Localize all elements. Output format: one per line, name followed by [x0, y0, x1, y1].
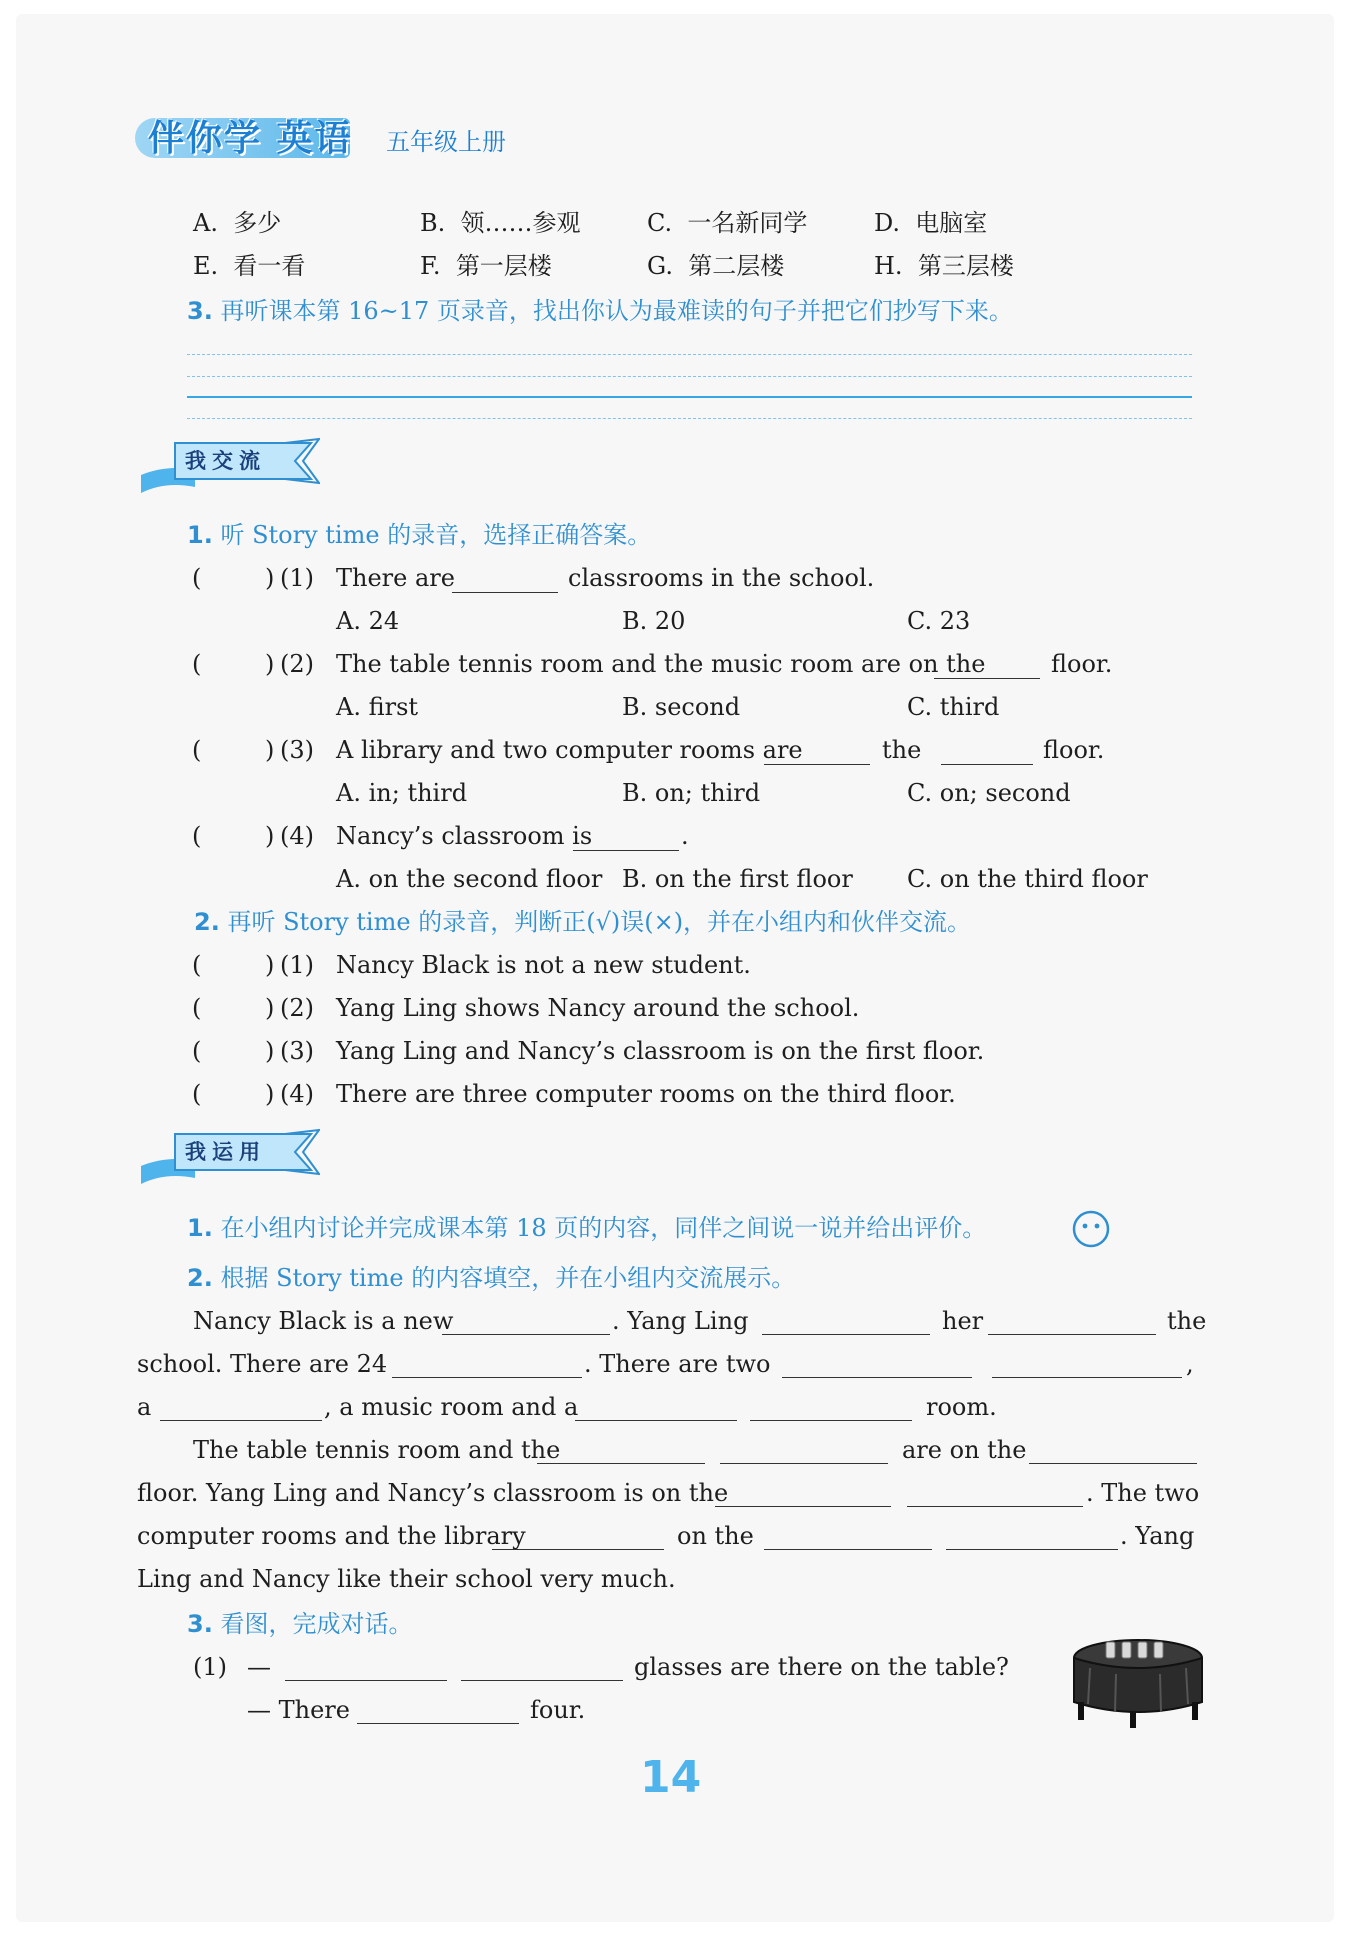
vocab-option: A. 多少 [193, 209, 282, 237]
writing-line-guide [187, 354, 1192, 355]
cloze-text: . Yang Ling [612, 1307, 749, 1335]
vocab-option: C. 一名新同学 [647, 209, 808, 237]
writing-line-guide [187, 418, 1192, 419]
vocab-option: B. 领……参观 [420, 209, 581, 237]
cloze-text: school. There are 24 [137, 1350, 388, 1378]
apply-q2-instruction: 2. 根据 Story time 的内容填空，并在小组内交流展示。 [187, 1264, 796, 1292]
answer-paren-close: ) [265, 994, 275, 1022]
question-number: (1) [280, 951, 314, 979]
cloze-blank[interactable] [946, 1549, 1118, 1550]
cloze-blank[interactable] [907, 1506, 1083, 1507]
cloze-text: floor. Yang Ling and Nancy’s classroom is on the [137, 1479, 729, 1507]
question-text: . [681, 822, 689, 850]
dialog-blank[interactable] [357, 1723, 519, 1724]
book-title: 伴你学 英语 [148, 118, 353, 159]
cloze-text: , a music room and a [324, 1393, 579, 1421]
option-a: A. first [336, 693, 419, 721]
dialog-blank[interactable] [285, 1680, 447, 1681]
question-text: classrooms in the school. [568, 564, 875, 592]
cloze-text: on the [677, 1522, 754, 1550]
answer-paren-open[interactable]: ( [192, 822, 202, 850]
answer-paren-open[interactable]: ( [192, 650, 202, 678]
option-c: C. 23 [907, 607, 971, 635]
task3-instruction: 3. 再听课本第 16~17 页录音，找出你认为最难读的句子并把它们抄写下来。 [187, 297, 1013, 325]
cloze-text: computer rooms and the library [137, 1522, 526, 1550]
dialog-text: glasses are there on the table? [634, 1653, 1009, 1681]
answer-paren-open[interactable]: ( [192, 994, 202, 1022]
option-b: B. second [622, 693, 741, 721]
answer-paren-open[interactable]: ( [192, 736, 202, 764]
writing-line-guide [187, 376, 1192, 377]
question-text: the [882, 736, 922, 764]
vocab-option: G. 第二层楼 [647, 252, 785, 280]
vocab-option: H. 第三层楼 [874, 252, 1014, 280]
option-b: B. on; third [622, 779, 761, 807]
section-label: 我交流 [185, 449, 266, 473]
dialog-blank[interactable] [461, 1680, 623, 1681]
question-text: The table tennis room and the music room are on the [336, 650, 986, 678]
cloze-blank[interactable] [762, 1334, 930, 1335]
cloze-blank[interactable] [537, 1463, 705, 1464]
dialog-text: — There [247, 1696, 350, 1724]
question-number: (4) [280, 822, 314, 850]
statement-text: There are three computer rooms on the third floor. [336, 1080, 956, 1108]
question-number: (1) [280, 564, 314, 592]
dialog-text: four. [530, 1696, 586, 1724]
statement-text: Yang Ling and Nancy’s classroom is on the first floor. [336, 1037, 985, 1065]
cloze-blank[interactable] [720, 1463, 888, 1464]
answer-paren-close: ) [265, 736, 275, 764]
question-number: (4) [280, 1080, 314, 1108]
option-a: A. on the second floor [336, 865, 603, 893]
cloze-blank[interactable] [782, 1377, 972, 1378]
section-label: 我运用 [185, 1140, 266, 1164]
section-ribbon-apply [135, 1126, 320, 1188]
cloze-text: a [137, 1393, 152, 1421]
cloze-blank[interactable] [988, 1334, 1156, 1335]
cloze-blank[interactable] [392, 1377, 582, 1378]
cloze-text: . The two [1086, 1479, 1200, 1507]
apply-q3-instruction: 3. 看图，完成对话。 [187, 1610, 413, 1638]
writing-line-base[interactable] [187, 396, 1192, 398]
question-text: Nancy’s classroom is [336, 822, 593, 850]
answer-paren-open[interactable]: ( [192, 564, 202, 592]
cloze-blank[interactable] [575, 1420, 737, 1421]
answer-paren-close: ) [265, 1080, 275, 1108]
vocab-option: E. 看一看 [193, 252, 306, 280]
answer-paren-open[interactable]: ( [192, 1037, 202, 1065]
cloze-blank[interactable] [715, 1506, 891, 1507]
question-number: (2) [280, 650, 314, 678]
option-c: C. on; second [907, 779, 1071, 807]
answer-paren-close: ) [265, 822, 275, 850]
question-number: (3) [280, 736, 314, 764]
cloze-blank[interactable] [1029, 1463, 1197, 1464]
smiley-face-icon[interactable] [1071, 1209, 1111, 1249]
answer-paren-open[interactable]: ( [192, 1080, 202, 1108]
answer-blank[interactable] [764, 764, 870, 765]
cloze-text: her [942, 1307, 984, 1335]
question-number: (3) [280, 1037, 314, 1065]
cloze-text: the [1167, 1307, 1207, 1335]
page-number: 14 [640, 1752, 702, 1803]
option-b: B. 20 [622, 607, 686, 635]
book-subtitle: 五年级上册 [386, 128, 506, 156]
statement-text: Nancy Black is not a new student. [336, 951, 751, 979]
vocab-option: F. 第一层楼 [420, 252, 552, 280]
answer-paren-close: ) [265, 951, 275, 979]
question-text: There are [336, 564, 455, 592]
question-text: A library and two computer rooms are [336, 736, 803, 764]
apply-q1-instruction: 1. 在小组内讨论并完成课本第 18 页的内容，同伴之间说一说并给出评价。 [187, 1214, 987, 1242]
cloze-text: The table tennis room and the [193, 1436, 561, 1464]
cloze-text: are on the [902, 1436, 1027, 1464]
answer-blank[interactable] [941, 764, 1033, 765]
question-text: floor. [1051, 650, 1113, 678]
cloze-blank[interactable] [750, 1420, 912, 1421]
question-number: (2) [280, 994, 314, 1022]
answer-blank[interactable] [573, 850, 679, 851]
cloze-text: , [1186, 1350, 1194, 1378]
answer-blank[interactable] [934, 678, 1040, 679]
option-a: A. in; third [336, 779, 468, 807]
vocab-option: D. 电脑室 [874, 209, 988, 237]
cloze-text: . Yang [1120, 1522, 1195, 1550]
statement-text: Yang Ling shows Nancy around the school. [336, 994, 860, 1022]
dialog-dash: — [247, 1653, 271, 1681]
cloze-blank[interactable] [442, 1334, 610, 1335]
dialog-number: (1) [193, 1653, 227, 1681]
cloze-blank[interactable] [992, 1377, 1182, 1378]
answer-blank[interactable] [452, 592, 558, 593]
option-b: B. on the first floor [622, 865, 853, 893]
answer-paren-close: ) [265, 564, 275, 592]
exchange-q1-instruction: 1. 听 Story time 的录音，选择正确答案。 [187, 521, 652, 549]
cloze-text: room. [926, 1393, 997, 1421]
answer-paren-open[interactable]: ( [192, 951, 202, 979]
cloze-blank[interactable] [160, 1420, 322, 1421]
question-text: floor. [1043, 736, 1105, 764]
cloze-blank[interactable] [764, 1549, 932, 1550]
option-a: A. 24 [336, 607, 400, 635]
answer-paren-close: ) [265, 650, 275, 678]
option-c: C. on the third floor [907, 865, 1148, 893]
table-with-glasses-image [1068, 1632, 1208, 1732]
cloze-blank[interactable] [492, 1549, 664, 1550]
cloze-text: Ling and Nancy like their school very much. [137, 1565, 676, 1593]
cloze-text: . There are two [584, 1350, 771, 1378]
cloze-text: Nancy Black is a new [193, 1307, 454, 1335]
section-ribbon-exchange [135, 435, 320, 497]
answer-paren-close: ) [265, 1037, 275, 1065]
exchange-q2-instruction: 2. 再听 Story time 的录音，判断正(√)误(×)，并在小组内和伙伴交流。 [194, 908, 972, 936]
option-c: C. third [907, 693, 1000, 721]
